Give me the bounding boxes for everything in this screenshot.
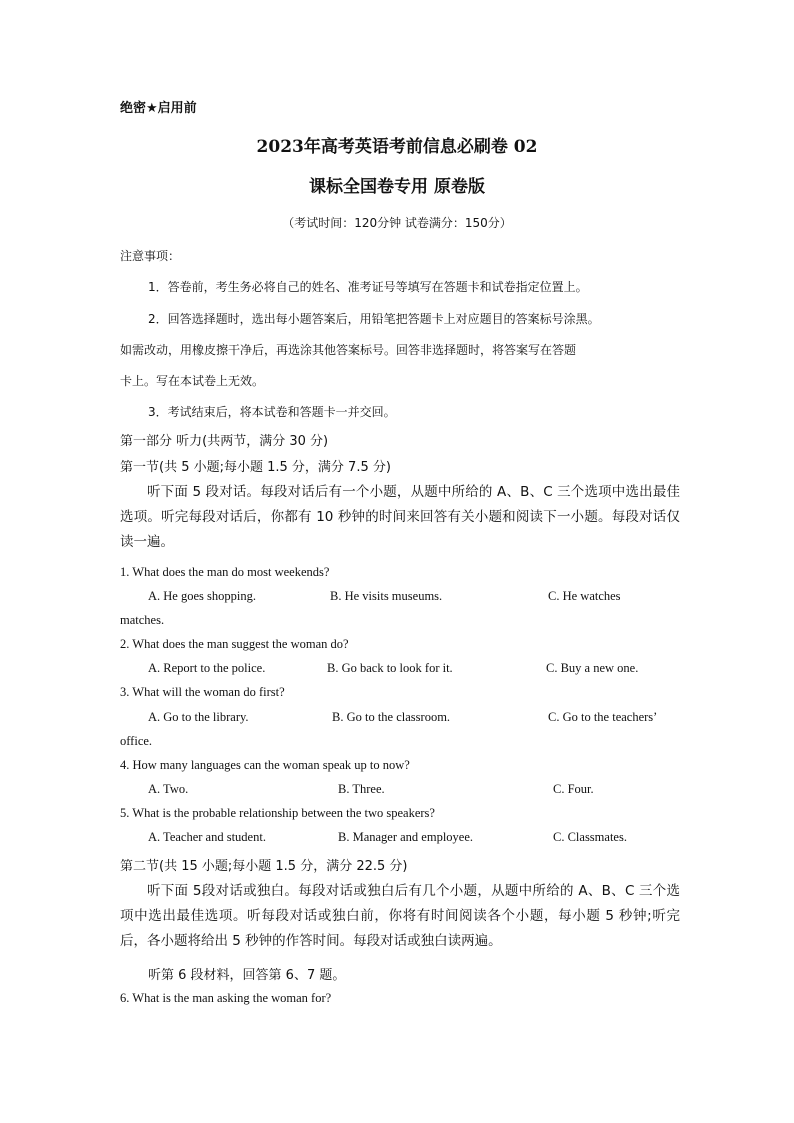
- part1-heading: 第一部分 听力(共两节，满分 30 分): [120, 434, 329, 449]
- option-b: B. Manager and employee.: [338, 830, 474, 844]
- notes-heading: 注意事项：: [120, 249, 181, 263]
- confidential-label: 绝密★启用前: [120, 101, 197, 116]
- option-c: C. Four.: [553, 782, 594, 796]
- exam-title: 2023年高考英语考前信息必刷卷 02: [256, 137, 538, 157]
- question-stem: 5. What is the probable relationship between the two speakers?: [120, 806, 435, 820]
- material-instruction: 听第 6 段材料，回答第 6、7 题。: [148, 968, 346, 983]
- question-stem: 4. How many languages can the woman speak up to now?: [120, 758, 410, 772]
- option-a: A. Go to the library.: [148, 710, 249, 724]
- option-a: A. Report to the police.: [148, 661, 266, 675]
- option-c: C. Go to the teachers’: [548, 710, 658, 724]
- section1-heading: 第一节(共 5 小题;每小题 1.5 分，满分 7.5 分): [120, 460, 391, 475]
- option-b: B. Three.: [338, 782, 385, 796]
- question-stem: 2. What does the man suggest the woman do?: [120, 637, 349, 651]
- question-stem: 6. What is the man asking the woman for?: [120, 991, 332, 1005]
- option-a: A. Teacher and student.: [148, 830, 266, 844]
- option-c-continued: matches.: [120, 613, 165, 627]
- exam-time-score: （考试时间：120分钟 试卷满分：150分）: [282, 216, 512, 230]
- option-a: A. Two.: [148, 782, 189, 796]
- question-stem: 1. What does the man do most weekends?: [120, 565, 330, 579]
- option-c: C. Classmates.: [553, 830, 627, 844]
- option-c-continued: office.: [120, 734, 153, 748]
- note-item: 卡上。写在本试卷上无效。: [120, 374, 265, 388]
- exam-subtitle: 课标全国卷专用 原卷版: [309, 177, 485, 197]
- section1-instructions: 听下面 5 段对话。每段对话后有一个小题，从题中所给的 A、B、C 三个选项中选出最佳选项。听完每段对话后，你都有 10 秒钟的时间来回答有关小题和阅读下一小题。每段对话仅读一遍。: [120, 484, 680, 550]
- option-c: C. He watches: [548, 589, 621, 603]
- note-item: 2．回答选择题时，选出每小题答案后，用铅笔把答题卡上对应题目的答案标号涂黑。: [148, 312, 600, 326]
- option-b: B. He visits museums.: [330, 589, 443, 603]
- option-b: B. Go to the classroom.: [332, 710, 451, 724]
- section2-heading: 第二节(共 15 小题;每小题 1.5 分，满分 22.5 分): [120, 859, 408, 874]
- note-item: 如需改动，用橡皮擦干净后，再选涂其他答案标号。回答非选择题时，将答案写在答题: [120, 343, 577, 357]
- question-stem: 3. What will the woman do first?: [120, 685, 285, 699]
- note-item: 3．考试结束后，将本试卷和答题卡一并交回。: [148, 405, 396, 419]
- option-b: B. Go back to look for it.: [327, 661, 453, 675]
- note-item: 1．答卷前，考生务必将自己的姓名、准考证号等填写在答题卡和试卷指定位置上。: [148, 280, 588, 294]
- section2-instructions: 听下面 5段对话或独白。每段对话或独白后有几个小题，从题中所给的 A、B、C 三个选项中选出最佳选项。听每段对话或独白前，你将有时间阅读各个小题，每小题 5 秒钟;听完后，各小题将给出 5 秒钟的作答时间。每段对话或独白读两遍。: [120, 883, 680, 949]
- option-a: A. He goes shopping.: [148, 589, 256, 603]
- option-c: C. Buy a new one.: [546, 661, 639, 675]
